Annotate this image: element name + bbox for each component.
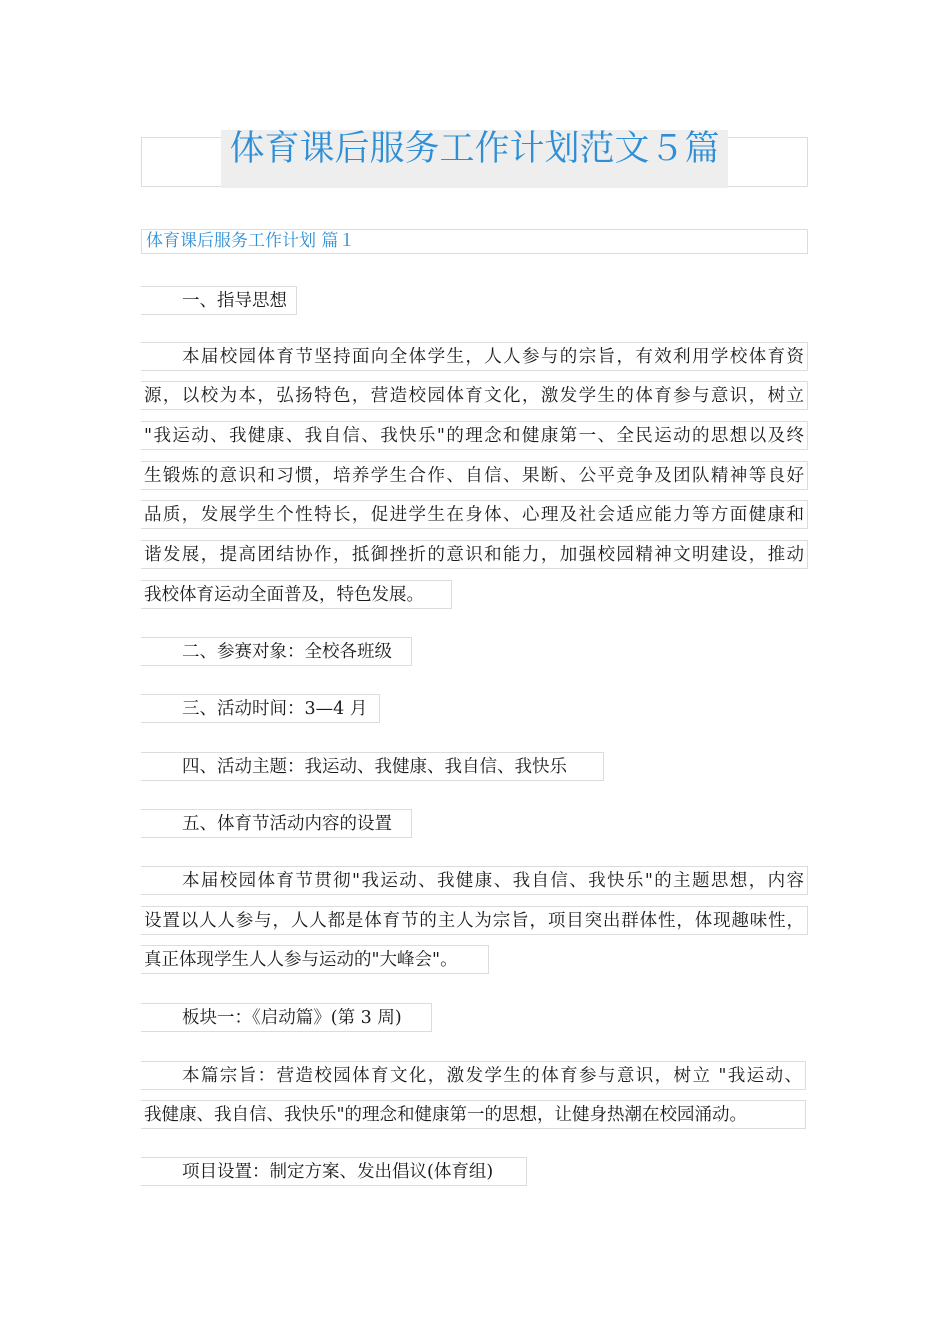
- paragraph-line: 源，以校为本，弘扬特色，营造校园体育文化，激发学生的体育参与意识，树立: [141, 381, 808, 410]
- paragraph-line: 我校体育运动全面普及，特色发展。: [141, 580, 452, 609]
- document-title: 体育课后服务工作计划范文５篇: [229, 129, 720, 169]
- paragraph-line: 本篇宗旨：营造校园体育文化，激发学生的体育参与意识，树立 "我运动、: [141, 1061, 806, 1090]
- paragraph-line: "我运动、我健康、我自信、我快乐"的理念和健康第一、全民运动的思想以及终: [141, 421, 808, 450]
- paragraph-line: 真正体现学生人人参与运动的"大峰会"。: [141, 945, 489, 974]
- paragraph-line: 谐发展，提高团结协作，抵御挫折的意识和能力，加强校园精神文明建设，推动: [141, 540, 808, 569]
- paragraph-line: 本届校园体育节坚持面向全体学生，人人参与的宗旨，有效利用学校体育资: [141, 342, 808, 371]
- heading-participants: 二、参赛对象：全校各班级: [141, 637, 412, 666]
- paragraph-line: 生锻炼的意识和习惯，培养学生合作、自信、果断、公平竞争及团队精神等良好: [141, 461, 808, 490]
- heading-activity-theme: 四、活动主题：我运动、我健康、我自信、我快乐: [141, 752, 604, 781]
- section-subtitle: 体育课后服务工作计划 篇１: [146, 231, 356, 251]
- paragraph-line: 设置以人人参与，人人都是体育节的主人为宗旨，项目突出群体性，体现趣味性，: [141, 906, 808, 935]
- heading-guiding-thought: 一、指导思想: [141, 286, 297, 315]
- paragraph-line: 本届校园体育节贯彻"我运动、我健康、我自信、我快乐"的主题思想，内容: [141, 866, 808, 895]
- heading-activity-time: 三、活动时间：3—4 月: [141, 694, 380, 723]
- project-settings: 项目设置：制定方案、发出倡议(体育组): [141, 1157, 527, 1186]
- heading-block-one: 板块一：《启动篇》(第 3 周): [141, 1003, 432, 1032]
- paragraph-line: 我健康、我自信、我快乐"的理念和健康第一的思想，让健身热潮在校园涌动。: [141, 1100, 806, 1129]
- heading-content-setup: 五、体育节活动内容的设置: [141, 809, 412, 838]
- paragraph-line: 品质，发展学生个性特长，促进学生在身体、心理及社会适应能力等方面健康和: [141, 500, 808, 529]
